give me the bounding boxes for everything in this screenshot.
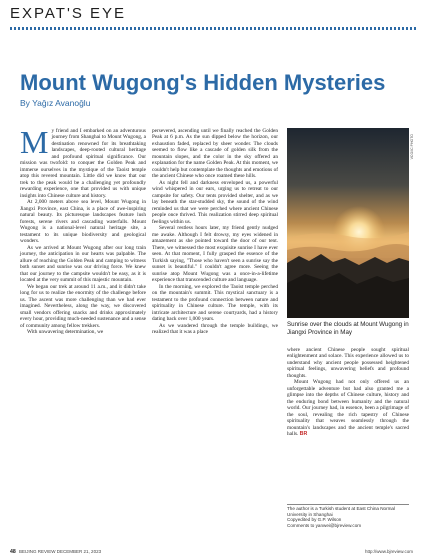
article-paragraph: With unwavering determination, we: [27, 329, 104, 336]
article-paragraph: As we wandered through the temple buildings, we realized that it was a place: [152, 322, 278, 336]
article-paragraph: In the morning, we explored the Taoist temple perched on the mountain's summit. This mystical sanctuary is a testament to the profound connection between nature and spirituality in Chinese culture. The temple, with its intricate architecture and serene courtyards, had a history dating back over 1,000 years.: [152, 283, 278, 323]
article-paragraph: At 2,000 meters above sea level, Mount Wugong in Jiangxi Province, east China, is a place of awe-inspiring natural beauty. Its picturesque landscapes feature lush forests, serene rivers and cascading waterfalls. Mount Wugong is a national-level natural heritage site, a testament to its unique biodiversity and geological wonders.: [20, 199, 146, 245]
article-paragraph: where ancient Chinese people sought spiritual enlightenment and solace. This experience allowed us to understand why ancient people possessed heightened spiritual feelings, unwavering beliefs and profound thoughts.: [287, 347, 409, 379]
publication-url[interactable]: http://www.bjreview.com: [364, 549, 413, 554]
article-byline: By Yağız Avanoğlu: [20, 98, 91, 108]
paragraph-text: y friend and I embarked on an adventurous journey from Shanghai to Mount Wugong, a destination renowned for its breathtaking landscapes, deep-rooted cultural heritage and profound spiritual significance. Our mission was twofold: to conquer the Golden Peak and immerse ourselves in the mystique of the Taoist temple atop this revered mountain. Little did we know that our trek to the peak would be a challenging yet profoundly rewarding experience, one that provided us with unique insights into Chinese culture and history.: [20, 128, 146, 199]
article-column-2: [152, 128, 278, 336]
page-number: 48: [10, 549, 16, 555]
article-paragraph: As we arrived at Mount Wugong after our long train journey, the anticipation in our hearts was palpable. The allure of reaching the Golden Peak and camping to witness both sunset and sunrise was our driving force. We knew that our journey to the campsite wouldn't be easy, as it is located at the very summit of this majestic mountain.: [20, 244, 146, 284]
section-divider: [10, 27, 417, 30]
end-mark: BR: [299, 431, 308, 438]
author-note: [287, 506, 411, 528]
paragraph-text: Mount Wugong had not only offered us an unforgettable adventure but had also granted me a glimpse into the depths of Chinese culture, history and the enduring bond between humanity and the natural world. Our journey had, in essence, been a pilgrimage of the soul, revealing the rich tapestry of Chinese spirituality that weaves seamlessly through the mountain's landscapes and the ancient temple's sacred halls.: [287, 379, 409, 438]
author-note-line: Comments to yanwei@bjreview.com: [287, 522, 362, 528]
photo-caption: Sunrise over the clouds at Mount Wugong in Jiangxi Province in May: [287, 321, 409, 336]
article-paragraph: As night fell and darkness enveloped us, a powerful wind whispered in our ears, urging us to retreat to our campsite for safety. Our tents provided shelter, and as we lay beneath the star-studded sky, the sound of the wind reminded us that we were perched where ancient Chinese people once thrived. This realization stirred deep spiritual feelings within us.: [152, 179, 278, 225]
author-note-line: The author is a Turkish student at East China Normal University in Shanghai: [287, 506, 396, 517]
section-header: [10, 4, 417, 34]
article-column-1: [20, 124, 146, 336]
drop-cap: M: [20, 124, 49, 160]
article-paragraph: [287, 379, 409, 437]
article-paragraph: We began our trek at around 11 a.m., and it didn't take long for us to realize the enormity of the challenge before us. The ascent was more challenging than we had ever imagined. Nevertheless, along the way, we discovered small vendors offering snacks and drinks approximately every hour, providing much-needed sustenance and a sense of community among fellow trekkers.: [20, 283, 146, 329]
author-note-line: Copyedited by G.P. Wilson: [287, 517, 342, 523]
section-title: EXPAT'S EYE: [10, 5, 127, 22]
article-paragraph: persevered, ascending until we finally reached the Golden Peak at 6 p.m. As the sun dipped below the horizon, our exhaustion faded, replaced by sheer wonder. The clouds seemed to flow like a cascade of golden silk from the mountain slopes, and the color in the sky offered an explanation for the name Golden Peak. At this moment, we couldn't help but contemplate the thoughts and emotions of the ancient Chinese who once roamed these hills.: [152, 128, 278, 180]
article-paragraph: Several restless hours later, my friend gently nudged me awake. Although I felt drowsy, my eyes widened in amazement as she pointed toward the door of our tent. There, we witnessed the most exquisite sunrise I have ever seen. At that moment, I fully grasped the essence of the Turkish saying, "Those who haven't seen a sunrise say the sunset is beautiful." I couldn't agree more. Seeing the sunrise atop Mount Wugong was a once-in-a-lifetime experience that transcended culture and language.: [152, 225, 278, 284]
article-paragraph: [20, 124, 146, 199]
article-headline: Mount Wugong's Hidden Mysteries: [20, 70, 386, 95]
photo-credit: VCG/IC PHOTO: [410, 134, 414, 160]
article-column-3: [287, 347, 409, 438]
sunrise-photo-image: [287, 128, 409, 318]
author-note-divider: [287, 504, 409, 505]
sunrise-photo: [287, 128, 409, 318]
publication-line: BEIJING REVIEW DECEMBER 21, 2023: [19, 549, 102, 554]
page-footer-left: [10, 549, 101, 555]
